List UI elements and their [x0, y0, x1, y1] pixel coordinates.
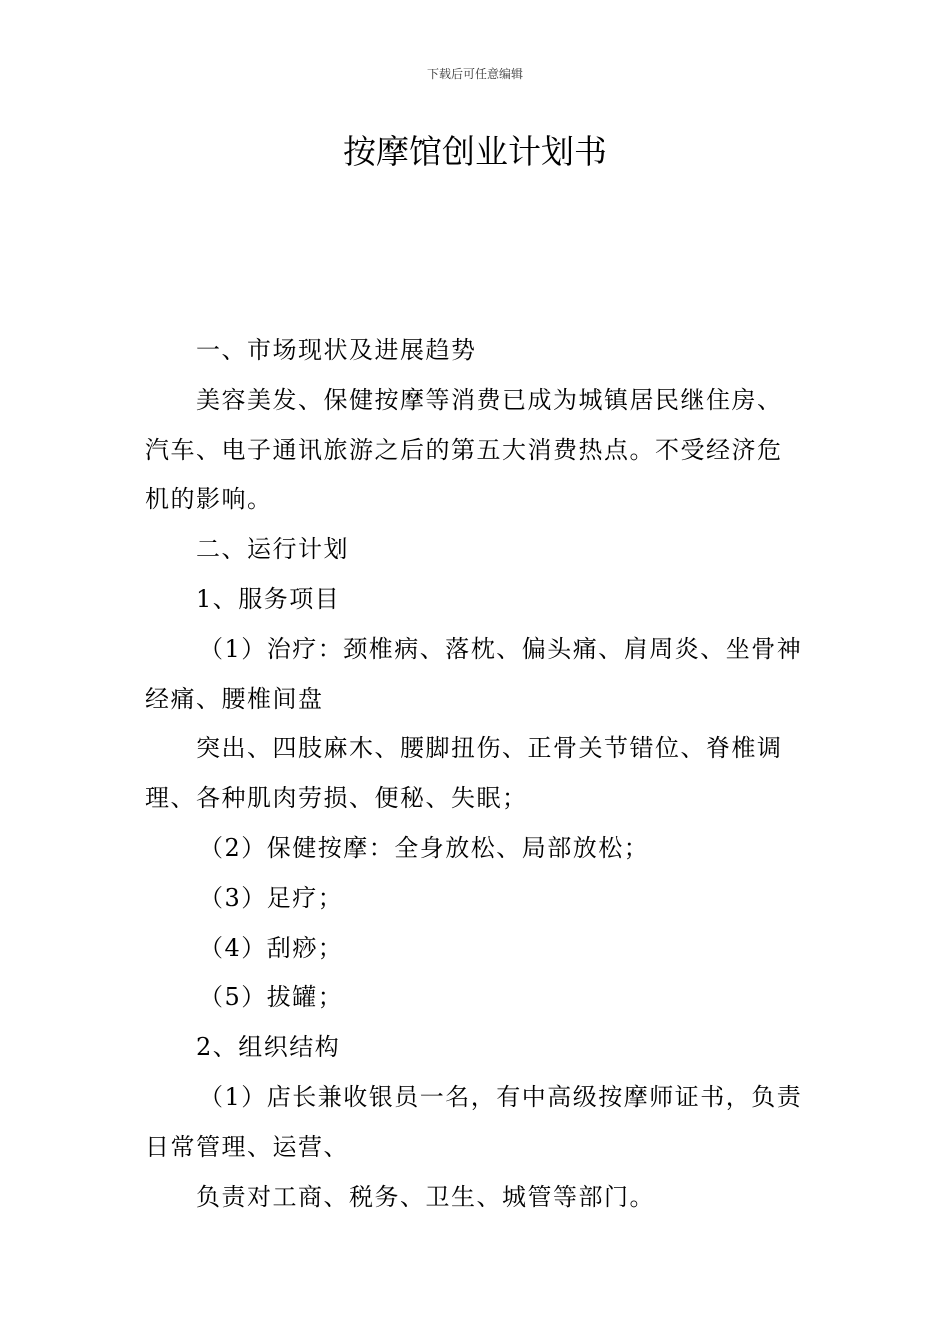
document-body	[145, 326, 807, 1222]
document-title: 按摩馆创业计划书	[343, 132, 607, 171]
section-heading-market: 一、市场现状及进展趋势	[196, 336, 477, 364]
paragraph-manager-duties: 负责对工商、税务、卫生、城管等部门。	[196, 1182, 655, 1211]
list-item-cupping: （5）拔罐；	[199, 983, 344, 1012]
subsection-heading-organization: 2、组织结构	[196, 1033, 341, 1062]
list-item-treatment: （1）治疗：颈椎病、落枕、偏头痛、肩周炎、坐骨神经痛、腰椎间盘	[145, 634, 803, 713]
paragraph-treatment-continued: 突出、四肢麻木、腰脚扭伤、正骨关节错位、脊椎调理、各种肌肉劳损、便秘、失眠；	[145, 734, 783, 813]
paragraph-market-status: 美容美发、保健按摩等消费已成为城镇居民继住房、汽车、电子通讯旅游之后的第五大消费热点。不受经济危机的影响。	[145, 385, 783, 514]
list-item-store-manager: （1）店长兼收银员一名，有中高级按摩师证书，负责日常管理、运营、	[145, 1082, 803, 1161]
list-item-gua-sha: （4）刮痧；	[199, 933, 344, 962]
subsection-heading-services: 1、服务项目	[196, 584, 341, 613]
section-heading-operation-plan: 二、运行计划	[196, 535, 349, 564]
page-header-note: 下载后可任意编辑	[426, 67, 523, 81]
list-item-foot-therapy: （3）足疗；	[199, 883, 344, 912]
list-item-health-massage: （2）保健按摩：全身放松、局部放松；	[199, 833, 650, 862]
